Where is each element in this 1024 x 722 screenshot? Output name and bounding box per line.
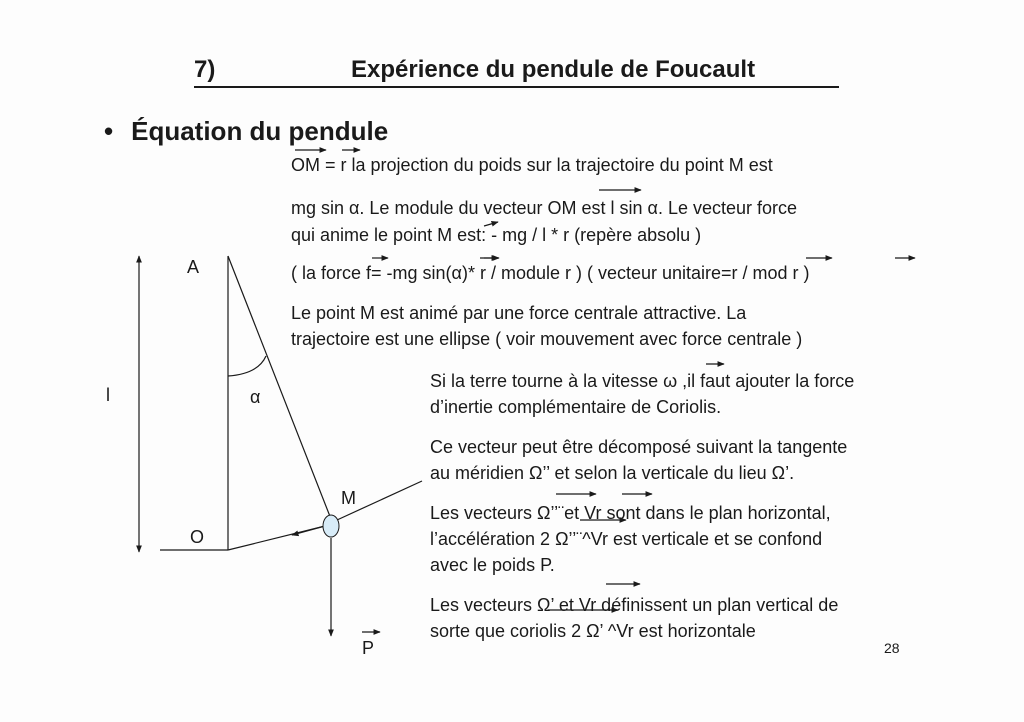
text-line: mg sin α. Le module du vecteur OM est l sin α. Le vecteur force (291, 198, 798, 218)
vector-arrows (295, 150, 915, 632)
bullet: • (104, 116, 114, 146)
text-line: Si la terre tourne à la vitesse ω ,il faut ajouter la force (430, 371, 855, 391)
text-line: Ce vecteur peut être décomposé suivant la tangente (430, 437, 848, 457)
angle-arc (228, 356, 266, 376)
page-title: Expérience du pendule de Foucault (351, 56, 756, 83)
text-line: ( la force f= -mg sin(α)* r / module r ) ( vecteur unitaire=r / mod r ) (291, 263, 810, 283)
heading-text: Équation du pendule (131, 116, 389, 146)
label-alpha: α (250, 387, 261, 407)
label-m: M (341, 488, 356, 508)
text-line: au méridien Ω’’ et selon la verticale du lieu Ω’. (430, 463, 795, 483)
text-line: sorte que coriolis 2 Ω’ ^Vr est horizontale (430, 621, 756, 641)
page-number: 28 (884, 640, 900, 656)
text-line: trajectoire est une ellipse ( voir mouvement avec force centrale ) (291, 329, 803, 349)
force-arrow (292, 526, 325, 535)
label-length: l (106, 385, 110, 405)
text-line: Les vecteurs Ω’’¨et Vr sont dans le plan horizontal, (430, 503, 831, 523)
mass-m (323, 515, 339, 537)
text-line: Les vecteurs Ω’ et Vr définissent un plan vertical de (430, 595, 839, 615)
trajectory-line (337, 481, 422, 520)
text-line: d’inertie complémentaire de Coriolis. (430, 397, 722, 417)
section-number: 7) (194, 56, 216, 83)
text-line: avec le poids P. (430, 555, 555, 575)
text-line: l’accélération 2 Ω’’¨^Vr est verticale et se confond (430, 529, 823, 549)
text-line: OM = r la projection du poids sur la trajectoire du point M est (291, 155, 773, 175)
label-p: P (362, 638, 375, 658)
text-line: qui anime le point M est: - mg / l * r (repère absolu ) (291, 225, 702, 245)
label-o: O (190, 527, 205, 547)
pendulum-string (228, 256, 331, 519)
label-a: A (187, 257, 200, 277)
text-line: Le point M est animé par une force centrale attractive. La (291, 303, 747, 323)
